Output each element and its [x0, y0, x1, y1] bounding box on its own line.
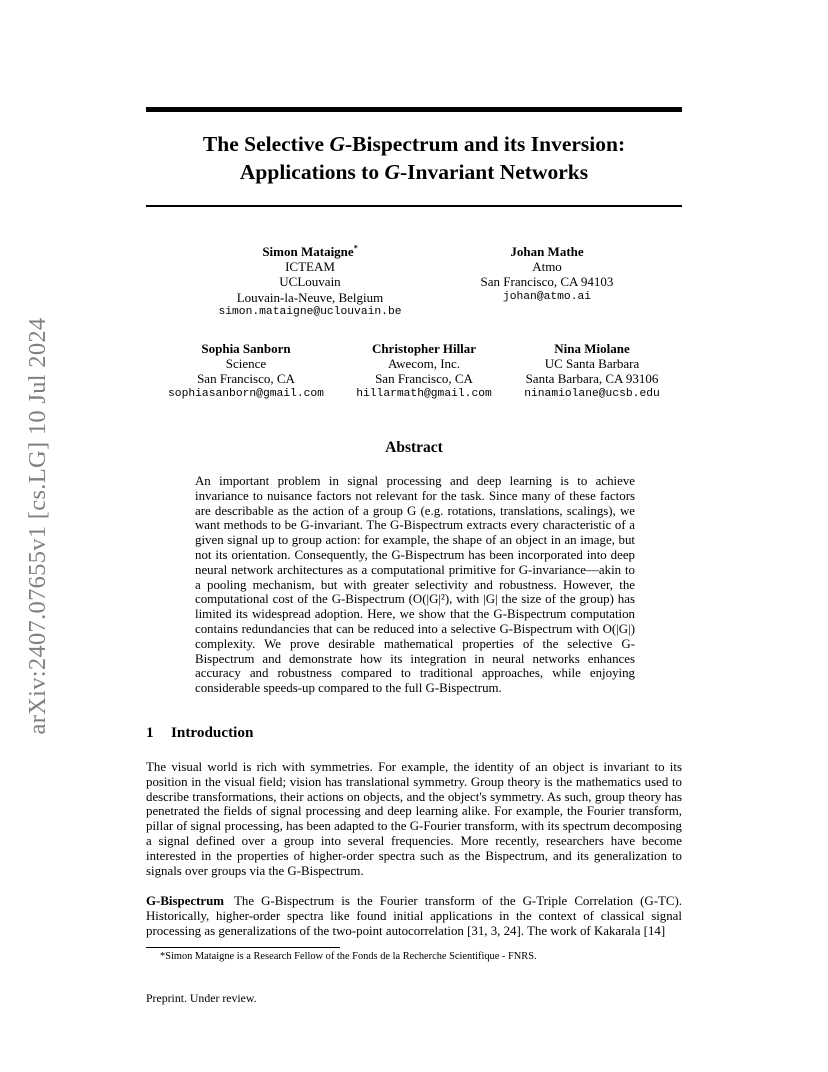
- author-affiliation: Awecom, Inc.: [387, 356, 461, 372]
- section-number: 1: [146, 724, 154, 741]
- bispectrum-paragraph: [146, 894, 682, 938]
- abstract-heading: Abstract: [385, 439, 443, 456]
- author-affiliation: Santa Barbara, CA 93106: [525, 371, 659, 387]
- author-affiliation: San Francisco, CA 94103: [480, 274, 614, 290]
- paragraph-text: The G-Bispectrum is the Fourier transform of the G-Triple Correlation (G-TC). Historically, higher-order spectra like found initial applications in the context of classical signal processing as generalizations of the two-point autocorrelation [31, 3, 24]. The work of Kakarala [14]: [146, 894, 682, 938]
- author-affiliation: San Francisco, CA: [375, 371, 473, 387]
- author-block: [492, 341, 692, 402]
- author-email[interactable]: simon.mataigne@uclouvain.be: [218, 305, 402, 318]
- footnote: *Simon Mataigne is a Research Fellow of the Fonds de la Recherche Scientifique - FNRS.: [160, 951, 537, 962]
- author-name: Sophia Sanborn: [201, 341, 291, 356]
- paragraph-lead: G-Bispectrum: [146, 894, 225, 908]
- author-affiliation: ICTEAM: [285, 259, 335, 275]
- author-name: Nina Miolane: [554, 341, 630, 356]
- author-affiliation: San Francisco, CA: [197, 371, 295, 387]
- author-name: Simon Mataigne*: [262, 243, 358, 259]
- section-title: Introduction: [171, 724, 254, 741]
- title-line-2: Applications to G-Invariant Networks: [239, 160, 589, 184]
- author-email[interactable]: sophiasanborn@gmail.com: [168, 387, 324, 400]
- author-block: [146, 341, 346, 402]
- author-name: Christopher Hillar: [371, 341, 477, 356]
- paper-title: [146, 130, 682, 186]
- author-affiliation: Science: [225, 356, 267, 372]
- title-top-rule: [146, 107, 682, 112]
- title-line-1: The Selective G-Bispectrum and its Inversion:: [202, 132, 626, 156]
- author-email[interactable]: johan@atmo.ai: [502, 290, 592, 303]
- author-affiliation: UCLouvain: [279, 274, 341, 290]
- abstract-body: An important problem in signal processing and deep learning is to achieve invariance to nuisance factors not relevant for the task. Since many of these factors are describable as the action of a group G (e.g. rotations, translations, scalings), we want methods to be G-invariant. The G-Bispectrum extracts every characteristic of a given signal up to group action: for example, the shape of an object in an image, but not its orientation. Consequently, the G-Bispectrum has been incorporated into deep neural network architectures as a computational primitive for G-invariance—akin to a pooling mechanism, but with greater selectivity and robustness. However, the computational cost of the G-Bispectrum (O(|G|²), with |G| the size of the group) has limited its widespread adoption. Here, we show that the G-Bispectrum computation contains redundancies that can be reduced into a selective G-Bispectrum with O(|G|) complexity. We prove desirable mathematical properties of the selective G-Bispectrum and demonstrate how its integration in neural networks enhances accuracy and robustness compared to traditional approaches, while enjoying considerable speeds-up compared to the full G-Bispectrum.: [195, 474, 635, 696]
- footnote-rule: [146, 947, 340, 948]
- preprint-notice: Preprint. Under review.: [146, 991, 257, 1005]
- title-bottom-rule: [146, 205, 682, 207]
- arxiv-stamp: arXiv:2407.07655v1 [cs.LG] 10 Jul 2024: [24, 317, 51, 735]
- author-affiliation: UC Santa Barbara: [544, 356, 640, 372]
- author-block: [200, 244, 420, 320]
- author-email[interactable]: ninamiolane@ucsb.edu: [524, 387, 660, 400]
- author-block: [437, 244, 657, 305]
- intro-paragraph: The visual world is rich with symmetries. For example, the identity of an object is invariant to its position in the visual field; vision has translational symmetry. Group theory is the mathematics used to describe transformations, their actions on objects, and the object's symmetry. As such, group theory has penetrated the fields of signal processing and deep learning alike. For example, the Fourier transform, pillar of signal processing, has been adapted to the G-Fourier transform, with its spectrum decomposing a signal defined over a group into several frequencies. More recently, researchers have become interested in the properties of higher-order spectra such as the Bispectrum, and its generalization to signals over groups via the G-Bispectrum.: [146, 760, 682, 878]
- author-email[interactable]: hillarmath@gmail.com: [356, 387, 492, 400]
- author-affiliation: Louvain-la-Neuve, Belgium: [236, 289, 384, 305]
- section-heading: [146, 724, 253, 742]
- author-affiliation: Atmo: [532, 259, 562, 275]
- author-name: Johan Mathe: [510, 244, 584, 259]
